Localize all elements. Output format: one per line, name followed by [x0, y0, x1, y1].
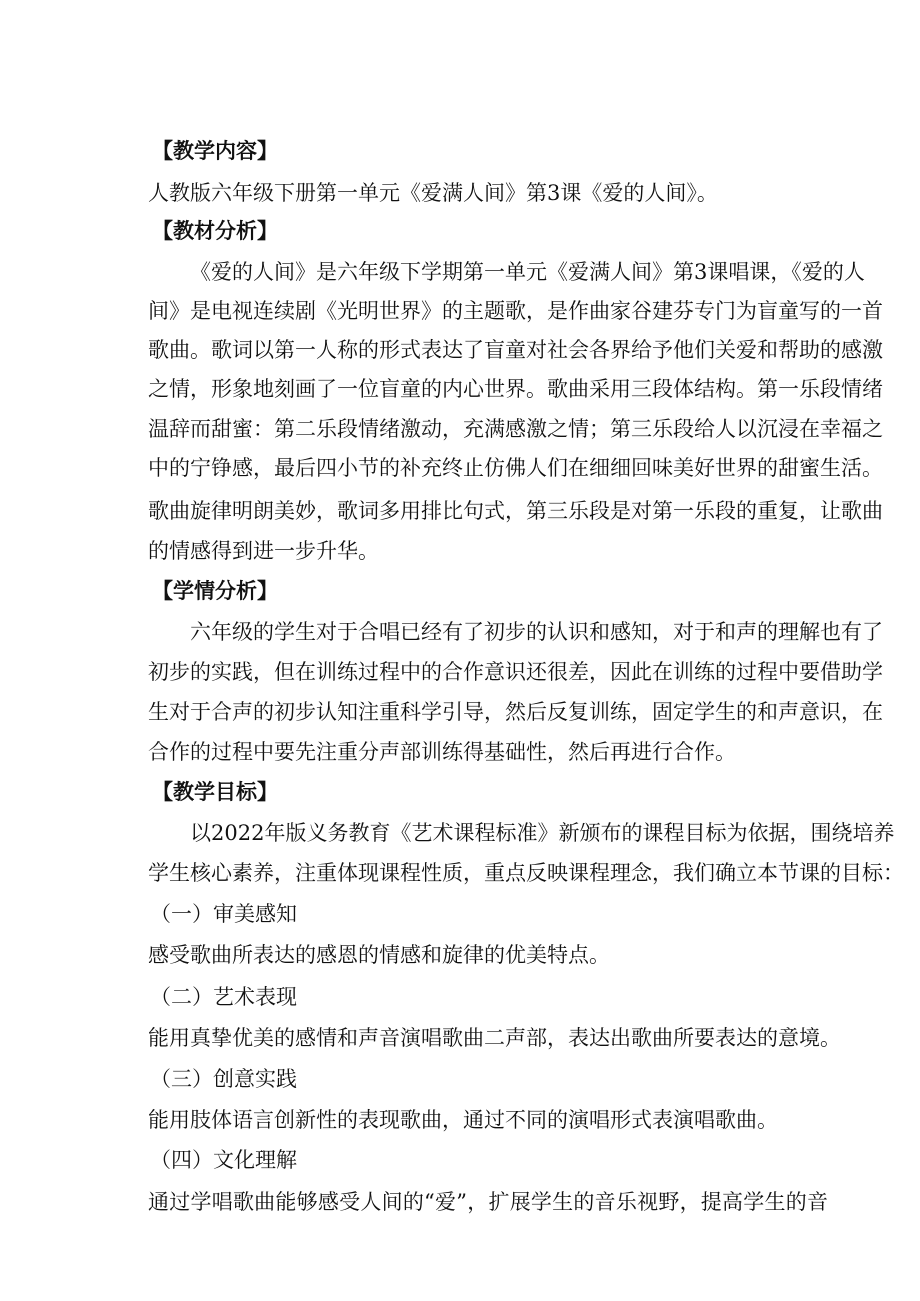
- goal-text-expression: 能用真挚优美的感情和声音演唱歌曲二声部，表达出歌曲所要表达的意境。: [148, 1026, 841, 1050]
- goals-line: 以2022年版义务教育《艺术课程标准》新颁布的课程目标为依据，围绕培养: [190, 821, 895, 845]
- learner-line: 六年级的学生对于合唱已经有了初步的认识和感知，对于和声的理解也有了: [190, 620, 883, 644]
- goal-text-aesthetic: 感受歌曲所表达的感恩的情感和旋律的优美特点。: [148, 943, 610, 967]
- goal-title-culture: （四）文化理解: [150, 1148, 297, 1172]
- material-line: 之情，形象地刻画了一位盲童的内心世界。歌曲采用三段体结构。第一乐段情绪: [148, 377, 883, 401]
- material-line: 歌曲旋律明朗美妙，歌词多用排比句式，第三乐段是对第一乐段的重复，让歌曲: [148, 499, 883, 523]
- heading-teaching-goals: 【教学目标】: [152, 780, 278, 804]
- material-line: 温辞而甜蜜：第二乐段情绪激动，充满感激之情；第三乐段给人以沉浸在幸福之: [148, 417, 883, 441]
- material-line: 歌曲。歌词以第一人称的形式表达了盲童对社会各界给予他们关爱和帮助的感激: [148, 338, 883, 362]
- heading-learner-analysis: 【学情分析】: [152, 579, 278, 603]
- goal-title-creative: （三）创意实践: [150, 1067, 297, 1091]
- goal-title-expression: （二）艺术表现: [150, 985, 297, 1009]
- material-line: 的情感得到进一步升华。: [148, 539, 379, 563]
- teaching-content-text: 人教版六年级下册第一单元《爱满人间》第3课《爱的人间》。: [148, 181, 718, 205]
- learner-line: 合作的过程中要先注重分声部训练得基础性，然后再进行合作。: [148, 740, 736, 764]
- material-line: 中的宁铮感，最后四小节的补充终止仿佛人们在细细回味美好世界的甜蜜生活。: [148, 456, 883, 480]
- goal-text-culture: 通过学唱歌曲能够感受人间的“爱”，扩展学生的音乐视野，提高学生的音: [148, 1190, 828, 1214]
- heading-material-analysis: 【教材分析】: [152, 219, 278, 243]
- learner-line: 生对于合声的初步认知注重科学引导，然后反复训练，固定学生的和声意识，在: [148, 700, 883, 724]
- goal-text-creative: 能用肢体语言创新性的表现歌曲，通过不同的演唱形式表演唱歌曲。: [148, 1108, 778, 1132]
- material-line: 间》是电视连续剧《光明世界》的主题歌，是作曲家谷建芬专门为盲童写的一首: [148, 299, 883, 323]
- goal-title-aesthetic: （一）审美感知: [150, 902, 297, 926]
- material-line: 《爱的人间》是六年级下学期第一单元《爱满人间》第3课唱课，《爱的人: [190, 260, 865, 284]
- learner-line: 初步的实践，但在训练过程中的合作意识还很差，因此在训练的过程中要借助学: [148, 660, 883, 684]
- heading-teaching-content: 【教学内容】: [152, 139, 278, 163]
- goals-line: 学生核心素养，注重体现课程性质，重点反映课程理念，我们确立本节课的目标：: [148, 861, 904, 885]
